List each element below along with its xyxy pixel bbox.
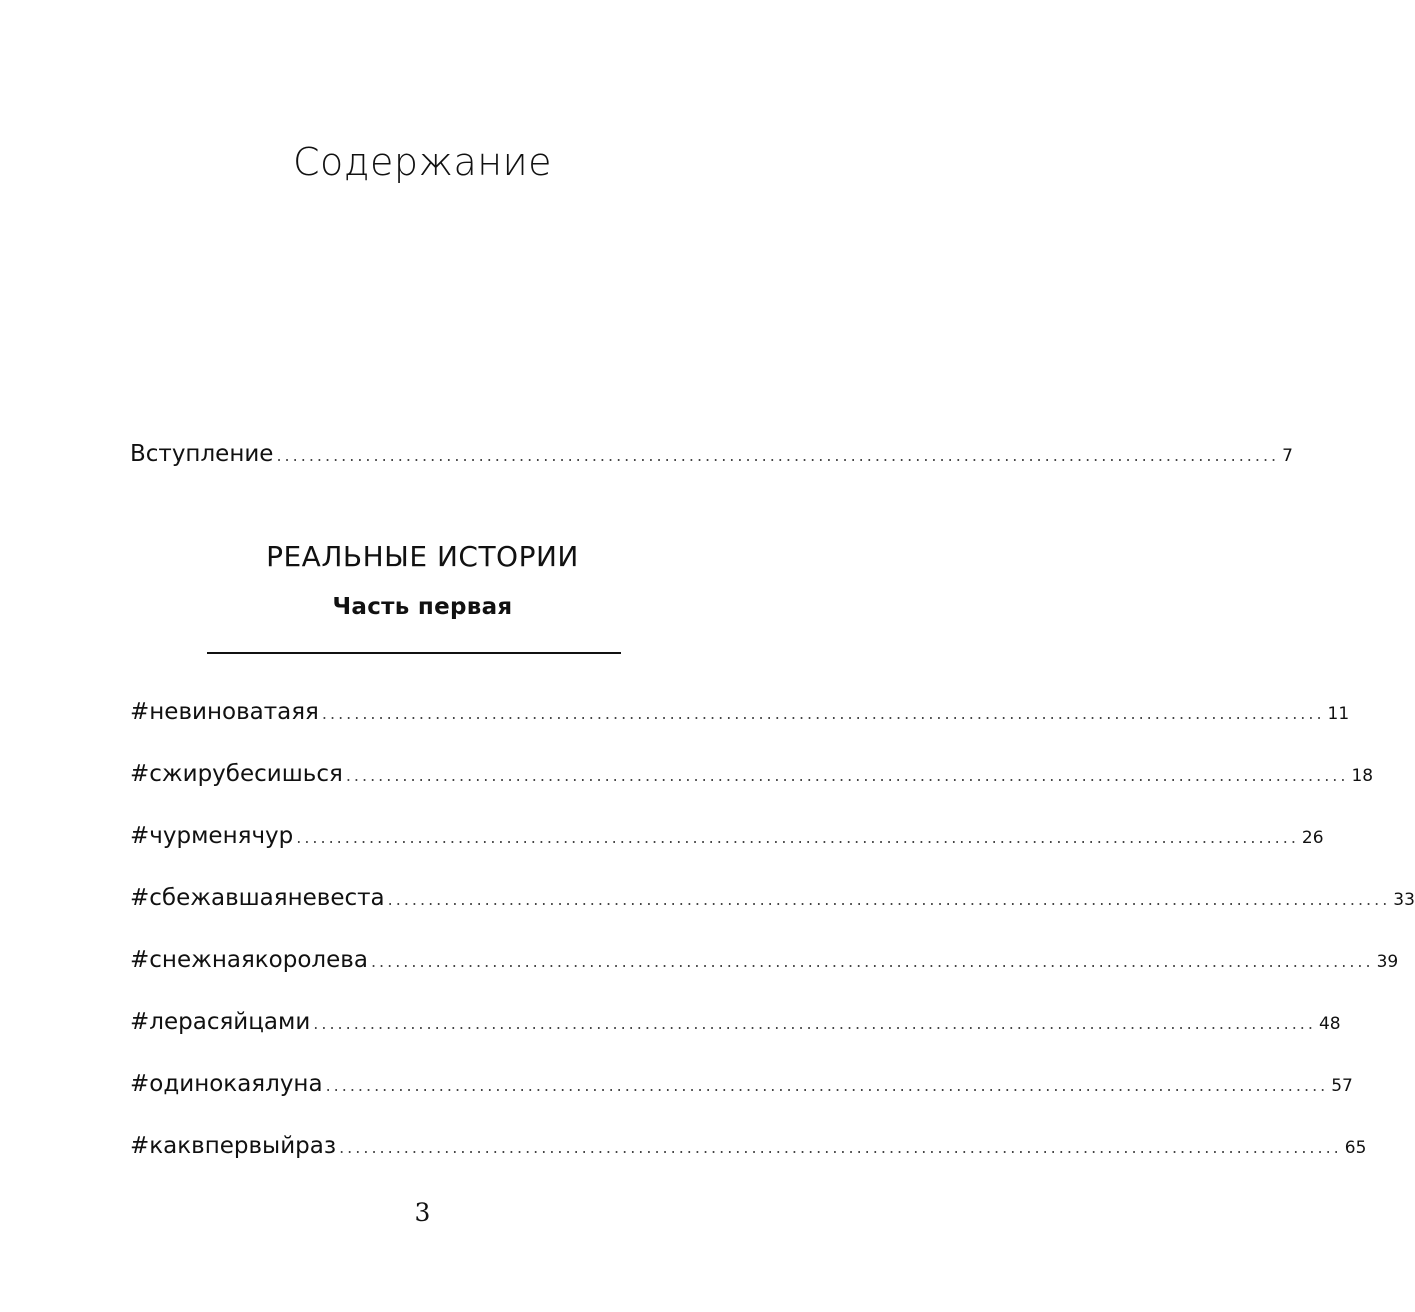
dot-leader: ............................................................................................................................ — [321, 704, 1325, 723]
dot-leader: ............................................................................................................................ — [313, 1014, 1316, 1033]
dot-leader: ............................................................................................................................ — [276, 446, 1280, 465]
toc-entry — [130, 885, 1415, 915]
page-number: 3 — [414, 1198, 431, 1227]
toc-entry-page: 65 — [1344, 1138, 1367, 1158]
toc-entry-title: #лерасяйцами — [130, 1009, 311, 1035]
dot-leader: ............................................................................................................................ — [345, 766, 1349, 785]
dot-leader: ............................................................................................................................ — [339, 1138, 1342, 1157]
section-title: РЕАЛЬНЫЕ ИСТОРИИ — [266, 540, 579, 573]
toc-entry-page: 33 — [1393, 890, 1415, 910]
toc-entry-title: #сжирубесишься — [130, 761, 343, 787]
toc-entry-intro — [130, 441, 1293, 471]
toc-entry — [130, 761, 1374, 791]
toc-entry — [130, 699, 1350, 729]
toc-entry-title: #каквпервыйраз — [130, 1133, 337, 1159]
section-subtitle: Часть первая — [332, 594, 513, 620]
dot-leader: ............................................................................................................................ — [325, 1076, 1329, 1095]
toc-entry-title: #сбежавшаяневеста — [130, 885, 385, 911]
toc-entry-page: 48 — [1318, 1014, 1341, 1034]
toc-entry-page: 39 — [1376, 952, 1399, 972]
toc-entry — [130, 1071, 1353, 1101]
toc-entry — [130, 1009, 1341, 1039]
toc-entry-page: 18 — [1351, 766, 1374, 786]
toc-entry — [130, 947, 1399, 977]
toc-entry-title: #чурменячур — [130, 823, 294, 849]
toc-entry — [130, 1133, 1367, 1163]
dot-leader: ............................................................................................................................ — [370, 952, 1374, 971]
dot-leader: ............................................................................................................................ — [387, 890, 1391, 909]
toc-entry-title: #одинокаялуна — [130, 1071, 323, 1097]
toc-entry-page: 26 — [1301, 828, 1324, 848]
dot-leader: ............................................................................................................................ — [296, 828, 1299, 847]
section-divider — [207, 652, 621, 654]
toc-entry — [130, 823, 1324, 853]
toc-entry-page: 11 — [1327, 704, 1350, 724]
toc-entry-page: 7 — [1282, 446, 1293, 466]
toc-entry-title: #невиноватаяя — [130, 699, 319, 725]
toc-entry-title: Вступление — [130, 441, 274, 467]
page-title: Содержание — [292, 140, 553, 184]
toc-entry-title: #снежнаякоролева — [130, 947, 368, 973]
toc-entry-page: 57 — [1331, 1076, 1353, 1096]
